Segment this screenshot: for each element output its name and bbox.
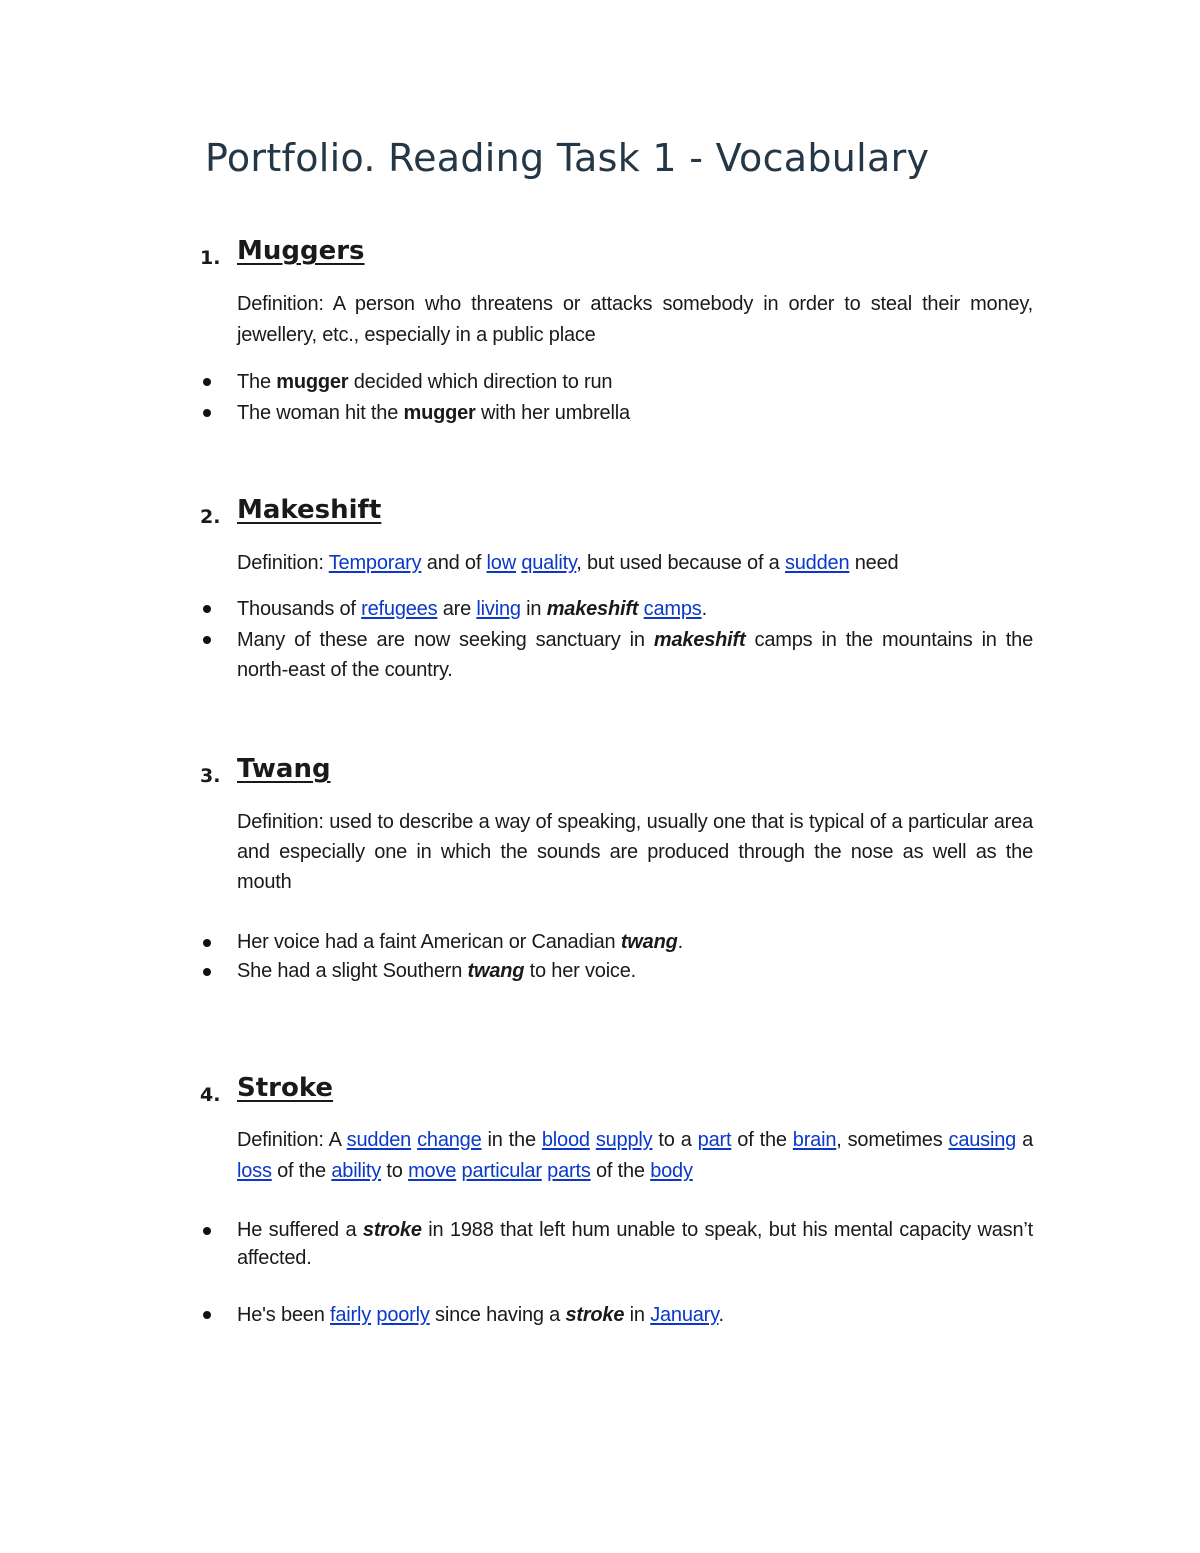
text-run: need [849,552,899,574]
text-run: He's been [237,1304,330,1326]
text-run: Definition: A person who threatens or attacks somebody in order to steal their money, jewellery, etc., especially in a public place [237,293,1033,346]
entry-number: 1. [200,247,221,269]
definition-link[interactable]: sudden [784,552,850,574]
definition-link[interactable]: body [650,1160,693,1182]
text-run: Definition: used to describe a way of speaking, usually one that is typical of a particular area and especially one in which the sounds are produced through the nose as well as the mouth [237,811,1033,893]
text-run: Thousands of [237,598,362,620]
text-run: of the [271,1160,332,1182]
text-run: . [677,931,683,953]
definition-link[interactable]: quality [521,552,577,574]
text-run: The [237,371,277,393]
highlighted-term: stroke [565,1304,625,1326]
definition [237,548,1033,579]
text-run: The woman hit the [237,402,404,424]
highlighted-term: twang [620,931,678,953]
highlighted-term: makeshift [653,629,746,651]
entry-number: 4. [200,1084,221,1106]
example-item [237,594,1033,624]
text-run: in 1988 that left hum unable to speak, but his mental capacity wasn’t affected. [237,1219,1033,1269]
definition-link[interactable]: low [486,552,516,574]
entry-term: Twang [237,754,331,784]
text-run: and of [421,552,487,574]
example-item [237,398,1033,428]
text-run: . [701,598,707,620]
text-run: in [624,1304,651,1326]
text-run: Definition: A [237,1129,347,1151]
definition-link[interactable]: particular [461,1160,542,1182]
text-run: of the [731,1129,793,1151]
definition-link[interactable]: sudden [346,1129,412,1151]
example-item [237,367,1033,397]
highlighted-term: twang [467,960,525,982]
definition-link[interactable]: refugees [361,598,438,620]
entry-term: Stroke [237,1073,334,1103]
text-run: of the [590,1160,651,1182]
highlighted-term: stroke [362,1219,422,1241]
definition-link[interactable]: loss [237,1160,272,1182]
definition-link[interactable]: living [476,598,521,620]
definition [237,807,1033,897]
definition-link[interactable]: causing [948,1129,1017,1151]
text-run: with her umbrella [475,402,630,424]
text-run: , but used because of a [576,552,785,574]
definition-link[interactable]: camps [643,598,702,620]
definition-link[interactable]: part [697,1129,732,1151]
text-run: , sometimes [836,1129,949,1151]
definition [237,289,1033,351]
text-run: . [718,1304,724,1326]
entry-number: 3. [200,765,221,787]
entry-term: Makeshift [237,495,382,525]
example-item [237,957,1033,985]
definition-link[interactable]: ability [331,1160,382,1182]
definition [237,1125,1033,1187]
text-run: to [381,1160,409,1182]
definition-link[interactable]: move [408,1160,457,1182]
entry-number: 2. [200,506,221,528]
definition-link[interactable]: January [650,1304,719,1326]
definition-link[interactable]: supply [595,1129,653,1151]
text-run: to her voice. [524,960,637,982]
text-run: decided which direction to run [348,371,613,393]
text-run: in [520,598,547,620]
definition-link[interactable]: parts [547,1160,591,1182]
definition-link[interactable]: change [417,1129,482,1151]
highlighted-term: mugger [403,402,476,424]
definition-link[interactable]: blood [541,1129,590,1151]
definition-link[interactable]: Temporary [328,552,422,574]
example-item [237,928,1033,956]
text-run: She had a slight Southern [237,960,468,982]
text-run: camps in the mountains in the north-east of the country. [237,629,1034,681]
highlighted-term: makeshift [546,598,639,620]
page-title: Portfolio. Reading Task 1 - Vocabulary [205,136,930,180]
text-run: Definition: [237,552,329,574]
example-item [237,625,1033,685]
definition-link[interactable]: fairly [330,1304,372,1326]
example-item [237,1300,1033,1330]
definition-link[interactable]: brain [792,1129,837,1151]
example-item [237,1216,1033,1272]
text-run: in the [481,1129,542,1151]
text-run: to a [652,1129,698,1151]
text-run: a [1016,1129,1033,1151]
highlighted-term: mugger [276,371,349,393]
text-run: Many of these are now seeking sanctuary in [237,629,654,651]
text-run: He suffered a [237,1219,363,1241]
definition-link[interactable]: poorly [376,1304,430,1326]
text-run: are [437,598,477,620]
text-run: since having a [429,1304,566,1326]
entry-term: Muggers [237,236,365,266]
text-run: Her voice had a faint American or Canadian [237,931,621,953]
